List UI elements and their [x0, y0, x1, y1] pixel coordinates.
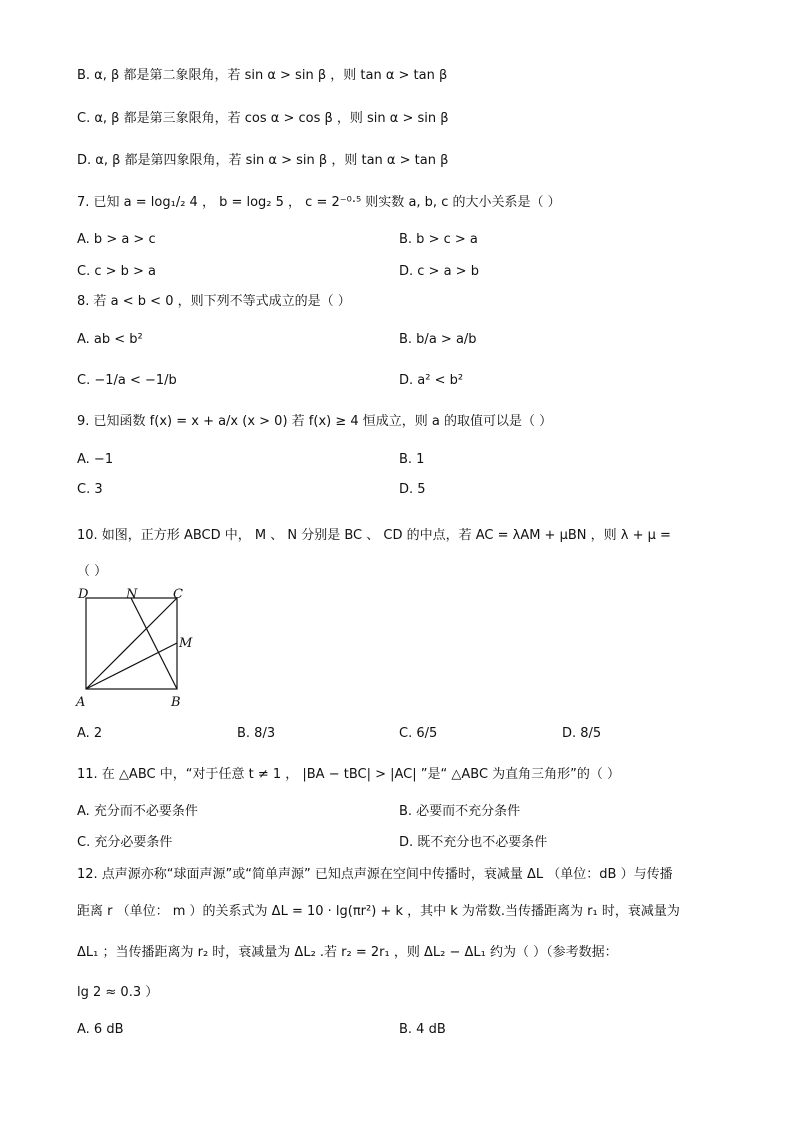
- question-11: 11. 在 △ABC 中，“对于任意 t ≠ 1 ， |BA − tBC| > |AC| ”是“ △ABC 为直角三角形”的（ ）: [77, 767, 621, 782]
- label-d: D: [78, 587, 89, 602]
- label-m: M: [179, 636, 193, 651]
- question-9-option-b: B. 1: [399, 452, 425, 467]
- question-11-option-d: D. 既不充分也不必要条件: [399, 835, 548, 850]
- question-8-option-c: C. −1/a < −1/b: [77, 373, 177, 388]
- question-12-line-2: 距离 r （单位： m ）的关系式为 ΔL = 10 · lg(πr²) + k ，其中 k 为常数.当传播距离为 r₁ 时，衰减量为: [77, 904, 680, 919]
- question-12-option-a: A. 6 dB: [77, 1022, 124, 1037]
- question-8: 8. 若 a < b < 0 ，则下列不等式成立的是（ ）: [77, 294, 351, 309]
- question-9-option-d: D. 5: [399, 482, 426, 497]
- question-7-option-d: D. c > a > b: [399, 264, 479, 279]
- question-10: 10. 如图，正方形 ABCD 中， M 、 N 分别是 BC 、 CD 的中点，若 AC = λAM + μBN ，则 λ + μ =: [77, 528, 671, 543]
- question-11-option-a: A. 充分而不必要条件: [77, 804, 198, 819]
- question-10-option-c: C. 6/5: [399, 726, 438, 741]
- question-12-line-4: lg 2 ≈ 0.3 ）: [77, 985, 159, 1000]
- question-11-option-b: B. 必要而不充分条件: [399, 804, 521, 819]
- question-6-option-b: B. α, β 都是第二象限角，若 sin α > sin β ，则 tan α > tan β: [77, 68, 448, 83]
- question-10-paren: （ ）: [77, 564, 108, 579]
- square-abcd-figure: [74, 586, 204, 710]
- segment-bn: [131, 598, 177, 689]
- label-n: N: [126, 587, 138, 602]
- question-10-option-d: D. 8/5: [562, 726, 602, 741]
- question-7-option-b: B. b > c > a: [399, 232, 478, 247]
- label-b: B: [171, 695, 181, 710]
- label-a: A: [76, 695, 86, 710]
- question-8-option-d: D. a² < b²: [399, 373, 464, 388]
- segment-ac: [86, 598, 177, 689]
- question-7: 7. 已知 a = log₁/₂ 4 ， b = log₂ 5 ， c = 2⁻⁰·⁵ 则实数 a, b, c 的大小关系是（ ）: [77, 195, 561, 210]
- question-10-option-a: A. 2: [77, 726, 103, 741]
- question-7-option-a: A. b > a > c: [77, 232, 156, 247]
- question-8-option-a: A. ab < b²: [77, 332, 143, 347]
- question-10-option-b: B. 8/3: [237, 726, 276, 741]
- question-6-option-c: C. α, β 都是第三象限角，若 cos α > cos β ，则 sin α > sin β: [77, 111, 449, 126]
- segment-am: [86, 643, 177, 689]
- question-9: 9. 已知函数 f(x) = x + a/x (x > 0) 若 f(x) ≥ 4 恒成立，则 a 的取值可以是（ ）: [77, 414, 553, 429]
- question-11-option-c: C. 充分必要条件: [77, 835, 173, 850]
- question-8-option-b: B. b/a > a/b: [399, 332, 477, 347]
- question-6-option-d: D. α, β 都是第四象限角，若 sin α > sin β ，则 tan α > tan β: [77, 153, 449, 168]
- question-12-line-1: 12. 点声源亦称“球面声源”或“简单声源” 已知点声源在空间中传播时，衰减量 ΔL （单位：dB ）与传播: [77, 867, 673, 882]
- question-12-line-3: ΔL₁ ；当传播距离为 r₂ 时，衰减量为 ΔL₂ .若 r₂ = 2r₁ ，则 ΔL₂ − ΔL₁ 约为（ ）（参考数据：: [77, 945, 618, 960]
- question-9-option-a: A. −1: [77, 452, 114, 467]
- label-c: C: [173, 587, 183, 602]
- question-7-option-c: C. c > b > a: [77, 264, 157, 279]
- question-9-option-c: C. 3: [77, 482, 103, 497]
- question-12-option-b: B. 4 dB: [399, 1022, 446, 1037]
